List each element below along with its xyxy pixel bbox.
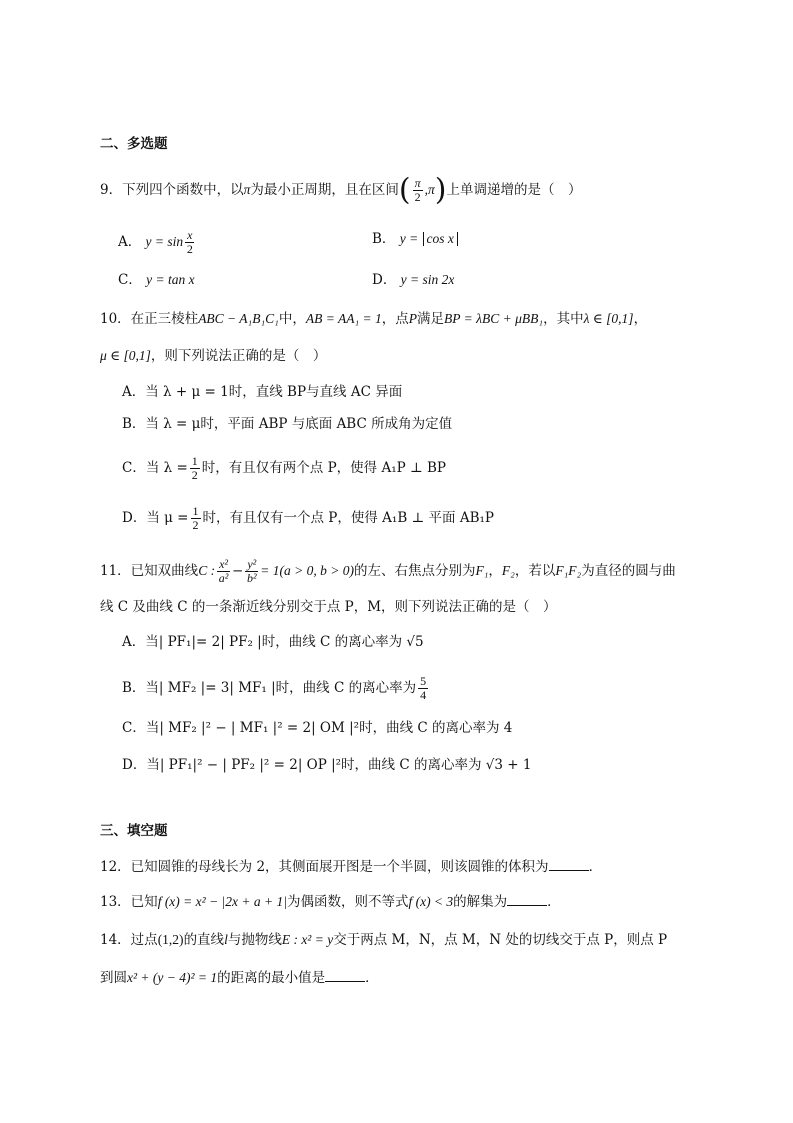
q10-option-c[interactable]: C．当 λ = $\frac{1}{2}$ 时，有且仅有两个点 P，使得 A₁P ⊥ BP [122,454,446,482]
q9-option-a-expr: y = sin [145,234,184,249]
question-14-line1: 14．过点(1,2)的直线l与抛物线E : x² = y交于两点 M，N，点 M，N 处的切线交于点 P，则点 P [100,932,668,948]
q11-option-c[interactable]: C．当| MF₂ |² − | MF₁ |² = 2| OM |²时，曲线 C 的离心率为 4 [122,720,513,736]
q9-stem-b: 为最小正周期，且在区间 [250,182,399,198]
q11-option-b[interactable]: B．当| MF₂ |= 3| MF₁ |时，曲线 C 的离心率为 $\frac{5}{4}$ [122,674,427,702]
question-11-stem-line1: 11．已知双曲线C : $\frac{\text{x²}}{\text{a²}}$ − $\frac{\text{y²}}{\text{b²}}$ = 1(a > 0, b > 0)的左、右焦点分别为F₁，F₂，若以F₁F₂为直径的圆与曲 [100,557,676,585]
q12-answer-blank[interactable] [549,858,589,871]
q14-answer-blank[interactable] [325,969,365,982]
q11-b-frac: $\frac{5}{4}$ [420,674,427,702]
q11-option-a[interactable]: A．当| PF₁|= 2| PF₂ |时，曲线 C 的离心率为 √5 [122,634,424,650]
q9-option-b[interactable]: B． y = cos x [372,229,458,249]
q11-x-frac: $\frac{\text{x²}}{\text{a²}}$ [218,557,229,585]
q9-option-c-expr: y = tan x [146,272,195,287]
question-14-line2: 到圆x² + (y − 4)² = 1的距离的最小值是 ． [100,970,379,986]
q10-d-half: $\frac{1}{2}$ [192,504,199,532]
q9-option-a[interactable]: A． y = sin $\frac{x}{2}$ [118,228,193,256]
question-13: 13．已知f (x) = x² − |2x + a + 1|为偶函数，则不等式f (x) < 3的解集为 ． [100,894,561,910]
q9-option-d[interactable]: D． y = sin 2x [372,272,455,288]
q9-lparen: ( [398,172,411,208]
q10-option-d[interactable]: D．当 μ = $\frac{1}{2}$ 时，有且仅有一个点 P，使得 A₁B ⊥ 平面 AB₁P [122,504,494,532]
q9-interval-end: ,π [424,182,435,197]
q9-option-a-frac: $\frac{x}{2}$ [186,228,193,256]
section-heading-multi-choice: 二、多选题 [100,136,168,152]
question-11-stem-line2: 线 C 及曲线 C 的一条渐近线分别交于点 P，M，则下列说法正确的是（ ） [100,599,557,615]
question-10-stem-line1: 10．在正三棱柱ABC − A₁B₁C₁中，AB = AA₁ = 1，点P满足BP = λBC + μBB₁，其中λ ∈ [0,1]， [100,311,648,327]
q10-c-half: $\frac{1}{2}$ [191,454,198,482]
q14-circle: x² + (y − 4)² = 1 [127,970,218,985]
q9-option-c[interactable]: C． y = tan x [118,272,195,288]
q9-rparen: ) [434,172,447,208]
q10-vector-eq: BP = λBC + μBB₁ [444,311,544,326]
q9-interval-frac: $\frac{\pi}{2}$ [414,176,421,204]
q9-option-b-expr: y = [399,231,419,246]
section-heading-fill-in: 三、填空题 [100,823,168,839]
q9-pi: π [243,182,251,197]
q14-parabola: E : x² = y [281,932,334,947]
q9-option-b-abs: cos x [423,232,458,246]
q10-prism: ABC − A₁B₁C₁ [198,311,279,326]
q10-lambda-range: λ ∈ [0,1] [583,311,634,326]
question-12: 12．已知圆锥的母线长为 2，其侧面展开图是一个半圆，则该圆锥的体积为 ． [100,859,603,875]
q11-option-d[interactable]: D．当| PF₁|² − | PF₂ |² = 2| OP |²时，曲线 C 的离心率为 √3 + 1 [122,757,532,773]
question-10-stem-line2: μ ∈ [0,1]，则下列说法正确的是（ ） [100,348,327,364]
question-9-stem [100,172,582,208]
q9-stem-c: 上单调递增的是（ ） [446,182,582,198]
q11-y-frac: $\frac{\text{y²}}{\text{b²}}$ [246,557,257,585]
q9-option-d-expr: y = sin 2x [400,272,455,287]
q10-option-b[interactable]: B．当 λ = μ时，平面 ABP 与底面 ABC 所成角为定值 [122,416,453,432]
q13-inequality: f (x) < 3 [408,894,454,909]
q10-mu-range: μ ∈ [0,1] [100,348,151,363]
q13-function: f (x) = x² − |2x + a + 1| [157,894,287,909]
q10-option-a[interactable]: A．当 λ + μ = 1时，直线 BP与直线 AC 异面 [122,384,403,400]
q14-point: (1,2) [157,932,184,947]
q13-answer-blank[interactable] [507,893,547,906]
q9-stem-a: 9．下列四个函数中，以 [100,182,244,198]
q10-eq: AB = AA₁ = 1 [305,311,382,326]
